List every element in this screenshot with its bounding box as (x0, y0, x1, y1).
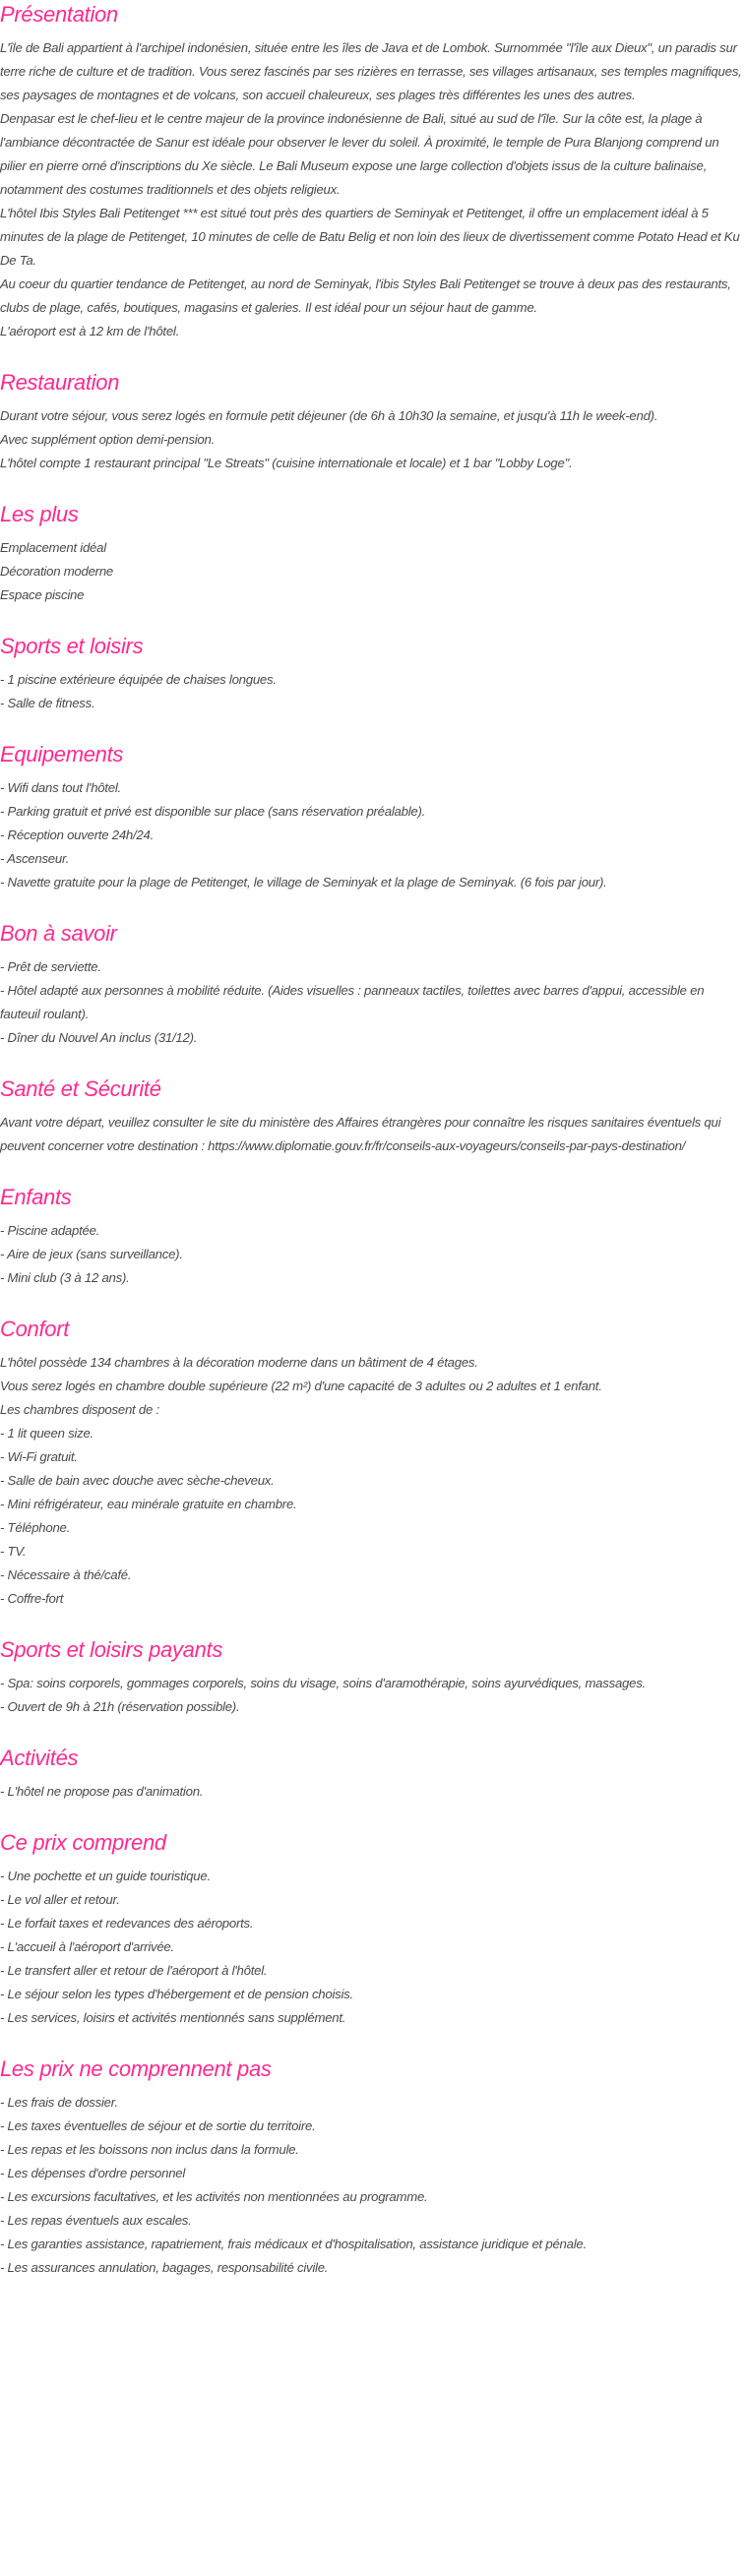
list-item: - Salle de fitness. (0, 696, 95, 710)
text-block (0, 776, 744, 894)
paragraph: Emplacement idéal (0, 540, 106, 555)
list-item: - Spa: soins corporels, gommages corporels, soins du visage, soins d'aramothérapie, soins ayurvédiques, massages. (0, 1676, 646, 1690)
paragraph: Durant votre séjour, vous serez logés en formule petit déjeuner (de 6h à 10h30 la semaine, et jusqu'à 11h le week-end). (0, 408, 658, 423)
section-sports-et-loisirs-payants (0, 1636, 744, 1719)
list-item: - Les frais de dossier. (0, 2095, 118, 2110)
list-item: - Ouvert de 9h à 21h (réservation possible). (0, 1699, 240, 1714)
section-ce-prix-comprend (0, 1829, 744, 2030)
section-presentation (0, 0, 744, 343)
section-title: Enfants (0, 1185, 72, 1209)
list-item: - Le vol aller et retour. (0, 1892, 120, 1907)
list-item: - Wifi dans tout l'hôtel. (0, 780, 121, 795)
list-item: - Dîner du Nouvel An inclus (31/12). (0, 1030, 198, 1045)
section-title: Les prix ne comprennent pas (0, 2056, 272, 2081)
list-item: - Piscine adaptée. (0, 1223, 100, 1238)
section-enfants (0, 1184, 744, 1290)
paragraph: Avec supplément option demi-pension. (0, 432, 216, 447)
paragraph: Au coeur du quartier tendance de Petitenget, au nord de Seminyak, l'ibis Styles Bali Petitenget se trouve à deux pas des restaurants, clubs de plage, cafés, boutiques, magasins et galeries. Il est idéal pour un séjour haut de gamme. (0, 276, 731, 315)
section-les-prix-ne-comprennent-pas (0, 2055, 744, 2280)
text-block (0, 955, 744, 1050)
paragraph: Vous serez logés en chambre double supérieure (22 m²) d'une capacité de 3 adultes ou 2 adultes et 1 enfant. (0, 1379, 602, 1393)
paragraph: Décoration moderne (0, 564, 113, 579)
text-block (0, 1780, 744, 1804)
paragraph: L'hôtel possède 134 chambres à la décoration moderne dans un bâtiment de 4 étages. (0, 1355, 478, 1370)
text-block (0, 36, 744, 107)
section-title: Bon à savoir (0, 921, 117, 946)
paragraph: L'aéroport est à 12 km de l'hôtel. (0, 324, 180, 338)
section-sports-et-loisirs (0, 633, 744, 715)
section-bon-a-savoir (0, 920, 744, 1050)
section-title: Présentation (0, 2, 118, 27)
text-block (0, 404, 744, 428)
section-title: Confort (0, 1317, 70, 1341)
text-block (0, 1672, 744, 1719)
list-item: - Nécessaire à thé/café. (0, 1567, 132, 1582)
text-block (0, 2091, 744, 2280)
text-block (0, 202, 744, 343)
section-les-plus (0, 501, 744, 607)
text-block (0, 1865, 744, 2030)
list-item: - Navette gratuite pour la plage de Petitenget, le village de Seminyak et la plage de Seminyak. (6 fois par jour). (0, 875, 607, 889)
section-title: Activités (0, 1746, 79, 1770)
paragraph: Espace piscine (0, 587, 85, 602)
section-title: Equipements (0, 742, 124, 767)
section-sante-et-securite (0, 1075, 744, 1158)
text-block (0, 1219, 744, 1290)
list-item: - 1 piscine extérieure équipée de chaises longues. (0, 672, 277, 687)
list-item: - Réception ouverte 24h/24. (0, 828, 155, 842)
section-title: Sports et loisirs (0, 634, 144, 658)
list-item: - Wi-Fi gratuit. (0, 1449, 78, 1464)
paragraph: L'hôtel compte 1 restaurant principal "Le Streats" (cuisine internationale et locale) et 1 bar "Lobby Loge". (0, 456, 573, 470)
list-item: - Les taxes éventuelles de séjour et de sortie du territoire. (0, 2118, 316, 2133)
list-item: - Les garanties assistance, rapatriement, frais médicaux et d'hospitalisation, assistance juridique et pénale. (0, 2237, 587, 2251)
list-item: - Parking gratuit et privé est disponible sur place (sans réservation préalable). (0, 804, 426, 819)
list-item: - Hôtel adapté aux personnes à mobilité réduite. (Aides visuelles : panneaux tactiles, toilettes avec barres d'appui, accessible en fauteuil roulant). (0, 983, 705, 1021)
paragraph: Les chambres disposent de : (0, 1402, 159, 1417)
section-activites (0, 1745, 744, 1804)
paragraph: L'hôtel Ibis Styles Bali Petitenget *** est situé tout près des quartiers de Seminyak et Petitenget, il offre un emplacement idéal à 5 minutes de la plage de Petitenget, 10 minutes de celle de Batu Belig et non loin des lieux de divertissement comme Potato Head et Ku De Ta. (0, 206, 740, 268)
section-title: Ce prix comprend (0, 1830, 166, 1855)
section-title: Santé et Sécurité (0, 1076, 161, 1101)
section-title: Sports et loisirs payants (0, 1637, 223, 1662)
list-item: - Les assurances annulation, bagages, responsabilité civile. (0, 2260, 329, 2275)
text-block (0, 1375, 744, 1398)
section-equipements (0, 741, 744, 894)
list-item: - Coffre-fort (0, 1591, 64, 1606)
text-block (0, 428, 744, 452)
paragraph: Avant votre départ, veuillez consulter le site du ministère des Affaires étrangères pour connaître les risques sanitaires éventuels qui peuvent concerner votre destination : https://www.diplomatie.gouv.fr/fr/conseils-aux-voyageurs/conseils-par-pays-destination/ (0, 1115, 721, 1153)
list-item: - Ascenseur. (0, 851, 70, 866)
text-block (0, 1351, 744, 1375)
list-item: - Mini réfrigérateur, eau minérale gratuite en chambre. (0, 1497, 297, 1511)
section-restauration (0, 369, 744, 475)
text-block (0, 107, 744, 202)
list-item: - Prêt de serviette. (0, 959, 101, 974)
list-item: - Aire de jeux (sans surveillance). (0, 1247, 183, 1261)
list-item: - Les excursions facultatives, et les activités non mentionnées au programme. (0, 2189, 428, 2204)
section-confort (0, 1316, 744, 1611)
list-item: - Le forfait taxes et redevances des aéroports. (0, 1916, 254, 1931)
list-item: - Le transfert aller et retour de l'aéroport à l'hôtel. (0, 1963, 268, 1978)
list-item: - 1 lit queen size. (0, 1426, 93, 1441)
list-item: - TV. (0, 1544, 27, 1559)
list-item: - Une pochette et un guide touristique. (0, 1869, 211, 1883)
paragraph: Denpasar est le chef-lieu et le centre majeur de la province indonésienne de Bali, situé au sud de l'île. Sur la côte est, la plage à l'ambiance décontractée de Sanur est idéale pour observer le lever du soleil. À proximité, le temple de Pura Blanjong comprend un pilier en pierre orné d'inscriptions du Xe siècle. Le Bali Museum expose une large collection d'objets issus de la culture balinaise, notamment des costumes traditionnels et des objets religieux. (0, 111, 719, 197)
list-item: - Salle de bain avec douche avec sèche-cheveux. (0, 1473, 275, 1488)
list-item: - Téléphone. (0, 1520, 71, 1535)
list-item: - Les services, loisirs et activités mentionnés sans supplément. (0, 2010, 346, 2025)
paragraph: L'île de Bali appartient à l'archipel indonésien, située entre les îles de Java et de Lombok. Surnommée "l'île aux Dieux", un paradis sur terre riche de culture et de tradition. Vous serez fascinés par ses rizières en terrasse, ses villages artisanaux, ses temples magnifiques, ses paysages de montagnes et de volcans, son accueil chaleureux, ses plages très différentes les unes des autres. (0, 40, 742, 102)
list-item: - Mini club (3 à 12 ans). (0, 1270, 130, 1285)
list-item: - Les dépenses d'ordre personnel (0, 2166, 186, 2180)
list-item: - L'accueil à l'aéroport d'arrivée. (0, 1939, 174, 1954)
text-block (0, 668, 744, 715)
list-item: - Les repas éventuels aux escales. (0, 2213, 192, 2228)
list-item: - L'hôtel ne propose pas d'animation. (0, 1784, 204, 1799)
text-block (0, 1111, 744, 1158)
section-title: Les plus (0, 502, 79, 526)
text-block (0, 452, 744, 475)
text-block (0, 536, 744, 607)
text-block (0, 1398, 744, 1611)
list-item: - Le séjour selon les types d'hébergement et de pension choisis. (0, 1987, 353, 2001)
section-title: Restauration (0, 370, 120, 395)
list-item: - Les repas et les boissons non inclus dans la formule. (0, 2142, 299, 2157)
